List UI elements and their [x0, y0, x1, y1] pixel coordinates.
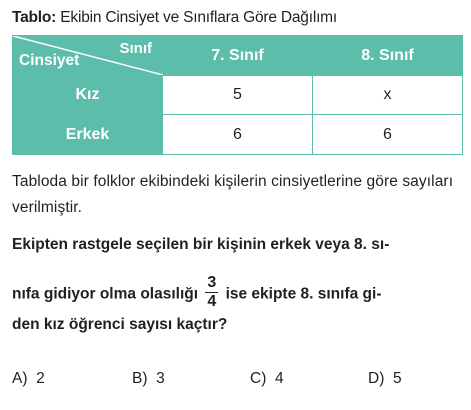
question-line-2 — [12, 276, 467, 313]
table-header-row — [13, 36, 463, 76]
column-axis-label: Sınıf — [119, 40, 152, 57]
option-d-value: 5 — [392, 370, 402, 387]
question-line-3: den kız öğrenci sayısı kaçtır? — [12, 316, 228, 333]
option-d-letter: D) — [368, 370, 385, 387]
question-line-2-end: ise ekipte 8. sınıfa gi- — [225, 285, 382, 303]
cell-kiz-8: x — [313, 76, 463, 115]
cell-erkek-8: 6 — [313, 115, 463, 155]
question-line-2-start: nıfa gidiyor olma olasılığı — [12, 285, 199, 303]
option-c-letter: C) — [250, 370, 267, 387]
option-a-value: 2 — [36, 370, 45, 387]
cell-kiz-7: 5 — [163, 76, 313, 115]
caption-text: Ekibin Cinsiyet ve Sınıflara Göre Dağılımı — [56, 9, 338, 26]
distribution-table — [12, 35, 463, 155]
column-header-7: 7. Sınıf — [163, 36, 313, 76]
option-d[interactable] — [368, 370, 402, 388]
option-b-letter: B) — [132, 370, 148, 387]
question-line-1: Ekipten rastgele seçilen bir kişinin erkek veya 8. sı- — [12, 236, 390, 253]
table-row-kiz — [13, 76, 463, 115]
option-c-value: 4 — [274, 370, 284, 387]
row-header-kiz: Kız — [13, 76, 163, 115]
description-paragraph: Tabloda bir folklor ekibindeki kişilerin cinsiyetlerine göre sayıları verilmiştir. — [12, 173, 454, 216]
column-header-8: 8. Sınıf — [313, 36, 463, 76]
fraction-denominator: 4 — [207, 293, 217, 310]
option-b[interactable] — [132, 370, 165, 388]
caption-prefix: Tablo: — [12, 9, 57, 26]
option-a[interactable] — [12, 370, 45, 388]
row-axis-label: Cinsiyet — [19, 52, 80, 69]
option-a-letter: A) — [12, 370, 28, 387]
table-caption — [12, 9, 337, 27]
cell-erkek-7: 6 — [163, 115, 313, 155]
fraction-numerator: 3 — [207, 274, 217, 291]
option-c[interactable] — [250, 370, 284, 388]
probability-fraction — [205, 274, 218, 311]
row-header-erkek: Erkek — [13, 115, 163, 155]
table-row-erkek — [13, 115, 463, 155]
option-b-value: 3 — [156, 370, 165, 387]
corner-cell — [13, 36, 163, 76]
